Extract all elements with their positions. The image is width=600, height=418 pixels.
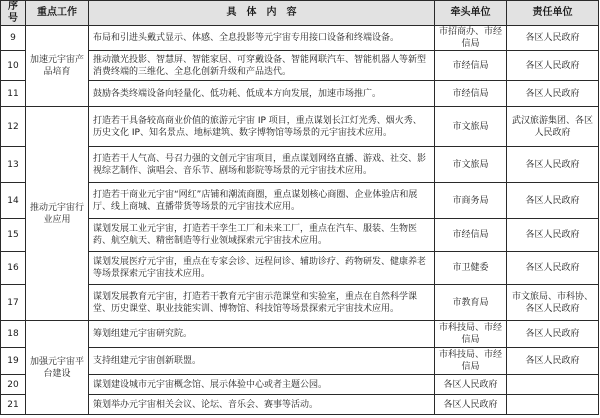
row-content: 谋划发展工业元宇宙，打造若干孪生工厂和未来工厂，重点在汽车、服装、生物医药、航空航天、精密制造等行业领域探索元宇宙技术应用。 xyxy=(89,219,435,252)
table-row xyxy=(1,219,599,252)
row-no: 14 xyxy=(1,183,26,219)
category-cell: 推动元宇宙行业应用 xyxy=(26,107,89,321)
row-content: 谋划发展医疗元宇宙，重点在专家会诊、远程问诊、辅助诊疗、药物研发、健康养老等场景探索元宇宙技术应用。 xyxy=(89,252,435,285)
row-no: 10 xyxy=(1,51,26,81)
row-no: 19 xyxy=(1,348,26,375)
table-header-row xyxy=(1,1,599,26)
row-responsible-unit: 武汉旅游集团、各区人民政府 xyxy=(507,107,599,147)
row-no: 16 xyxy=(1,252,26,285)
row-no: 13 xyxy=(1,147,26,183)
table-row xyxy=(1,348,599,375)
row-responsible-unit xyxy=(507,375,599,395)
row-lead-unit: 市卫健委 xyxy=(435,252,507,285)
row-responsible-unit: 各区人民政府 xyxy=(507,183,599,219)
row-lead-unit: 各区人民政府 xyxy=(435,375,507,395)
row-lead-unit: 市招商办、市经信局 xyxy=(435,26,507,51)
row-lead-unit: 市科技局、市经信局 xyxy=(435,348,507,375)
row-responsible-unit: 各区人民政府 xyxy=(507,51,599,81)
row-content: 打造若干具备较高商业价值的旅游元宇宙 IP 项目，重点谋划长江灯光秀、烟火秀、历史文化 IP、知名景点、地标建筑、数字博物馆等场景的元宇宙技术应用。 xyxy=(89,107,435,147)
table-row xyxy=(1,375,599,395)
row-lead-unit: 市商务局 xyxy=(435,183,507,219)
row-lead-unit: 市科技局、市经信局 xyxy=(435,321,507,348)
row-responsible-unit: 各区人民政府 xyxy=(507,219,599,252)
table-row xyxy=(1,107,599,147)
category-cell: 加速元宇宙产品培育 xyxy=(26,26,89,107)
row-no: 17 xyxy=(1,285,26,321)
row-no: 20 xyxy=(1,375,26,395)
row-lead-unit: 市经信局 xyxy=(435,219,507,252)
row-content: 支持组建元宇宙创新联盟。 xyxy=(89,348,435,375)
header-no: 序号 xyxy=(1,1,26,26)
row-content: 鼓励各类终端设备向轻量化、低功耗、低成本方向发展，加速市场推广。 xyxy=(89,81,435,107)
table-row xyxy=(1,252,599,285)
row-responsible-unit: 各区人民政府 xyxy=(507,81,599,107)
row-lead-unit: 各区人民政府 xyxy=(435,395,507,415)
row-lead-unit: 市教育局 xyxy=(435,285,507,321)
category-cell: 加强元宇宙平台建设 xyxy=(26,321,89,415)
row-lead-unit: 市经信局 xyxy=(435,51,507,81)
table-row xyxy=(1,321,599,348)
row-responsible-unit xyxy=(507,395,599,415)
header-content: 具 体 内 容 xyxy=(89,1,435,26)
header-responsible-unit: 责任单位 xyxy=(507,1,599,26)
row-content: 谋划建设城市元宇宙概念馆、展示体验中心或者主题公园。 xyxy=(89,375,435,395)
row-no: 21 xyxy=(1,395,26,415)
row-lead-unit: 市文旅局 xyxy=(435,107,507,147)
row-content: 推动激光投影、智慧屏、智能家居、可穿戴设备、智能网联汽车、智能机器人等新型消费终端的三维化、全息化创新升级和产品迭代。 xyxy=(89,51,435,81)
row-no: 18 xyxy=(1,321,26,348)
row-no: 11 xyxy=(1,81,26,107)
row-no: 9 xyxy=(1,26,26,51)
row-no: 15 xyxy=(1,219,26,252)
row-content: 筹划组建元宇宙研究院。 xyxy=(89,321,435,348)
row-responsible-unit: 各区人民政府 xyxy=(507,348,599,375)
header-category: 重点工作 xyxy=(26,1,89,26)
row-responsible-unit: 各区人民政府 xyxy=(507,147,599,183)
row-responsible-unit: 各区人民政府 xyxy=(507,252,599,285)
table-row xyxy=(1,81,599,107)
row-content: 打造若干商业元宇宙“网红”店铺和潮流商圈，重点谋划核心商圈、企业体验店和展厅、线上商城、直播带货等场景的元宇宙技术应用。 xyxy=(89,183,435,219)
table-row xyxy=(1,395,599,415)
table-row xyxy=(1,285,599,321)
header-lead-unit: 牵头单位 xyxy=(435,1,507,26)
table-row xyxy=(1,51,599,81)
row-responsible-unit: 各区人民政府 xyxy=(507,26,599,51)
table-row xyxy=(1,183,599,219)
row-content: 打造若干人气高、号召力强的文创元宇宙项目，重点谋划网络直播、游戏、社交、影视综艺制作、演唱会、音乐节、剧场和影院等场景的元宇宙技术应用。 xyxy=(89,147,435,183)
table-row xyxy=(1,147,599,183)
row-content: 谋划发展教育元宇宙，打造若干教育元宇宙示范课堂和实验室，重点在自然科学课堂、历史课堂、职业技能实训、博物馆、科技馆等场景探索元宇宙技术应用。 xyxy=(89,285,435,321)
row-responsible-unit: 市文旅局、市科协、各区人民政府 xyxy=(507,285,599,321)
row-no: 12 xyxy=(1,107,26,147)
row-lead-unit: 市文旅局 xyxy=(435,147,507,183)
row-responsible-unit: 各区人民政府 xyxy=(507,321,599,348)
row-content: 布局和引进头戴式显示、体感、全息投影等元宇宙专用接口设备和终端设备。 xyxy=(89,26,435,51)
table-row xyxy=(1,26,599,51)
row-content: 策划举办元宇宙相关会议、论坛、音乐会、赛事等活动。 xyxy=(89,395,435,415)
row-lead-unit: 市经信局 xyxy=(435,81,507,107)
